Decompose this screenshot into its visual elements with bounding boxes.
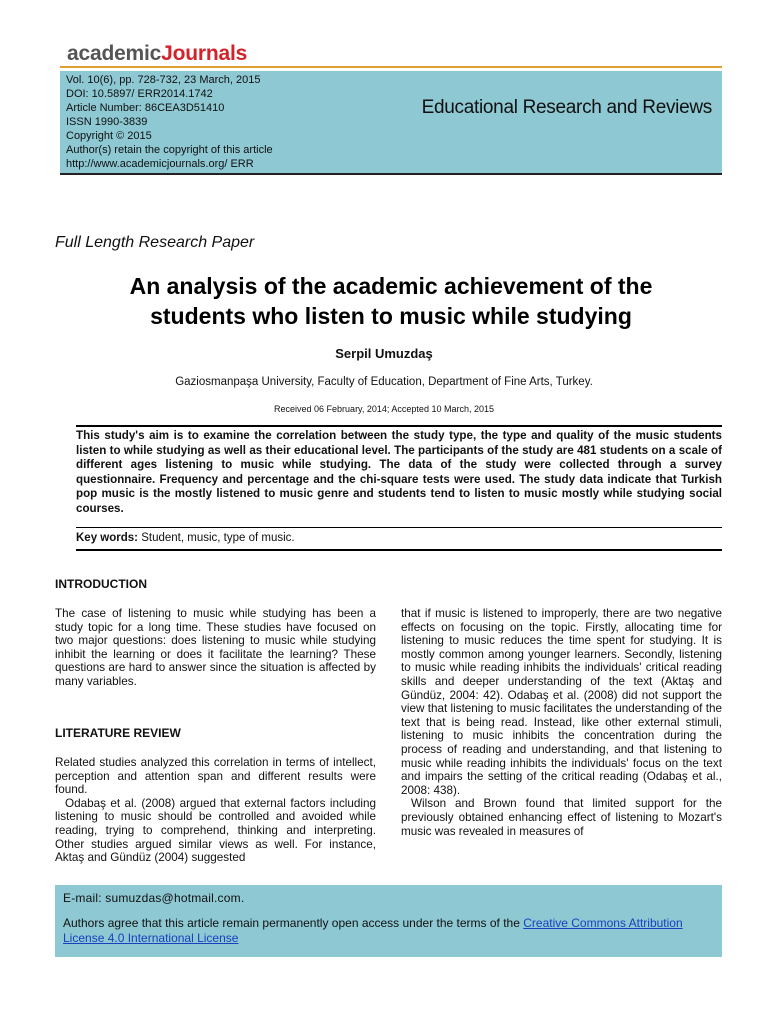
- meta-issn: ISSN 1990-3839: [66, 116, 148, 128]
- logo-part-academic: academic: [67, 42, 162, 65]
- article-info-box: [60, 71, 722, 175]
- license-statement: [63, 916, 714, 946]
- right-column: [401, 607, 722, 838]
- introduction-paragraph: [55, 607, 376, 689]
- corresponding-email[interactable]: E-mail: sumuzdas@hotmail.com.: [63, 891, 245, 905]
- meta-url[interactable]: http://www.academicjournals.org/ ERR: [66, 158, 254, 170]
- keywords: [76, 532, 295, 544]
- literature-review-heading: LITERATURE REVIEW: [55, 726, 181, 740]
- title-line-2: students who listen to music while studying: [150, 303, 632, 329]
- meta-article-number: Article Number: 86CEA3D51410: [66, 102, 225, 114]
- keywords-label: Key words:: [76, 532, 138, 544]
- paper-type: Full Length Research Paper: [55, 234, 255, 251]
- intro-text: The case of listening to music while studying has been a study topic for a long time. These studies have focused on two major questions: does listening to music while studying inhibit the learning or does it facilitate the learning? These questions are hard to answer since the situation is affected by many variables.: [55, 607, 376, 688]
- header-rule: [60, 66, 722, 68]
- keywords-list: Student, music, type of music.: [141, 532, 295, 544]
- literature-review-paragraphs: [55, 756, 376, 865]
- keywords-bottom-rule: [76, 549, 722, 551]
- meta-doi: DOI: 10.5897/ ERR2014.1742: [66, 88, 213, 100]
- author-affiliation: Gaziosmanpaşa University, Faculty of Education, Department of Fine Arts, Turkey.: [175, 376, 593, 388]
- introduction-heading: INTRODUCTION: [55, 577, 147, 591]
- keywords-rule: [76, 527, 722, 528]
- license-link[interactable]: Creative Commons Attribution License 4.0 International License: [63, 916, 683, 945]
- lit-paragraph-2: Odabaş et al. (2008) argued that external factors including listening to music should be controlled and avoided while reading, trying to comprehend, thinking and interpreting. Other studies argued similar views as well. For instance, Aktaş and Gündüz (2004) suggested: [55, 796, 376, 865]
- article-meta: [66, 73, 273, 171]
- paper-title: [60, 271, 722, 331]
- right-paragraph-1: that if music is listened to improperly, there are two negative effects on focusing on the topic. Firstly, allocating time for listening to music reduces the time spent for studying. It is mostly common among younger learners. Secondly, listening to music while reading inhibits the individuals' critical reading skills and deeper understanding of the text (Aktaş and Gündüz, 2004: 42). Odabaş et al. (2008) did not support the view that listening to music facilitates the understanding of the text that is being read. Instead, like other external stimuli, listening to music inhibits the concentration during the process of reading and understanding, and that listening to music while reading inhibits the individuals' focus on the text and impairs the setting of the critical reading (Odabaş et al., 2008: 438).: [401, 607, 722, 797]
- abstract-top-rule: [76, 425, 722, 427]
- logo-part-journals: Journals: [161, 42, 248, 65]
- meta-copyright: Copyright © 2015: [66, 130, 152, 142]
- received-dates: Received 06 February, 2014; Accepted 10 March, 2015: [274, 404, 494, 414]
- publisher-logo: [67, 42, 247, 66]
- license-text: Authors agree that this article remain permanently open access under the terms of the: [63, 916, 524, 930]
- author-name: Serpil Umuzdaş: [335, 346, 433, 361]
- abstract: This study's aim is to examine the correlation between the study type, the type and quality of the music students listen to while studying as well as their educational level. The participants of the study are 481 students on a scale of different ages listening to music while studying. The data of the study were collected through a survey questionnaire. Frequency and percentage and the chi-square tests were used. The study data indicate that Turkish pop music is the mostly listened to music genre and students tend to listen to music mostly while studying social courses.: [76, 429, 722, 515]
- title-line-1: An analysis of the academic achievement of the: [129, 273, 653, 299]
- journal-name: Educational Research and Reviews: [421, 97, 712, 118]
- footer-box: [55, 885, 722, 957]
- right-paragraph-2: Wilson and Brown found that limited support for the previously obtained enhancing effect of listening to Mozart's music was revealed in measures of: [401, 797, 722, 838]
- meta-rights: Author(s) retain the copyright of this article: [66, 144, 273, 156]
- lit-paragraph-1: Related studies analyzed this correlation in terms of intellect, perception and attention span and different results were found.: [55, 756, 376, 797]
- meta-volume: Vol. 10(6), pp. 728-732, 23 March, 2015: [66, 74, 261, 86]
